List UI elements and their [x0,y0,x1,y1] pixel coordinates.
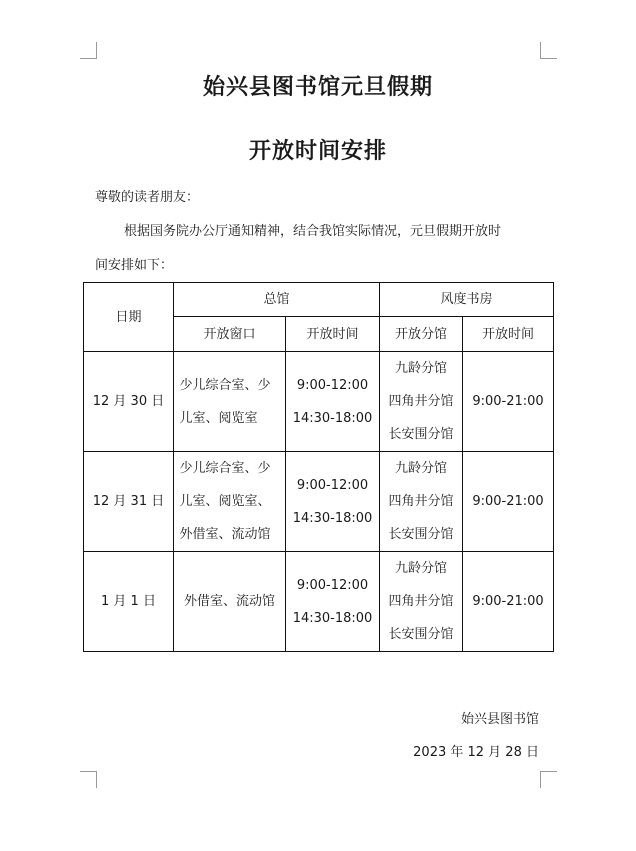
signature-organization: 始兴县图书馆 [460,712,539,727]
document-title-line2: 开放时间安排 [248,139,387,164]
row-branches-cell [380,552,463,652]
row-branch: 四角井分馆 [388,494,454,509]
table-header-row [84,283,554,317]
row-time-morning: 9:00-12:00 [296,377,369,393]
row-window: 少儿综合室、少儿室、阅览室 [179,377,271,426]
greeting: 尊敬的读者朋友： [95,190,200,205]
paragraph-line1: 根据国务院办公厅通知精神，结合我馆实际情况，元旦假期开放时 [124,224,502,239]
row-window: 少儿综合室、少儿室、阅览室、外借室、流动馆 [179,461,271,542]
row-time-morning: 9:00-12:00 [296,477,369,493]
corner-mark-bottom-left [80,771,97,788]
row-branch: 四角井分馆 [388,394,454,409]
row-branch: 长安围分馆 [388,527,454,542]
date-header: 日期 [84,283,174,352]
main-library-header: 总馆 [174,283,380,317]
open-time-header: 开放时间 [286,317,380,352]
row-time-afternoon: 14:30-18:00 [292,510,373,526]
row-window-cell [174,352,286,452]
signature-date: 2023 年 12 月 28 日 [413,745,539,760]
row-time-cell [286,352,380,452]
document-title-line1: 始兴县图书馆元旦假期 [202,75,433,100]
row-window: 外借室、流动馆 [174,552,286,652]
corner-mark-bottom-right [540,771,557,788]
row-time-afternoon: 14:30-18:00 [292,410,373,426]
row-date: 12 月 31 日 [84,452,174,552]
paragraph-line2: 间安排如下： [95,258,174,273]
row-time-cell [286,452,380,552]
row-branches-cell [380,352,463,452]
table-row [84,552,554,652]
row-branch: 九龄分馆 [395,361,448,376]
branch-open-time-header: 开放时间 [463,317,554,352]
branch-library-header: 风度书房 [380,283,554,317]
table-row [84,352,554,452]
row-date: 12 月 30 日 [84,352,174,452]
row-branches-cell [380,452,463,552]
row-time-morning: 9:00-12:00 [296,577,369,593]
row-branch: 九龄分馆 [395,561,448,576]
row-branch-time: 9:00-21:00 [463,352,554,452]
table-row [84,452,554,552]
row-branch: 四角井分馆 [388,594,454,609]
open-window-header: 开放窗口 [174,317,286,352]
schedule-table [83,282,554,652]
corner-mark-top-left [80,42,97,59]
row-branch-time: 9:00-21:00 [463,452,554,552]
row-time-cell [286,552,380,652]
row-branch: 长安围分馆 [388,627,454,642]
row-branch-time: 9:00-21:00 [463,552,554,652]
corner-mark-top-right [540,42,557,59]
row-window-cell [174,452,286,552]
row-date: 1 月 1 日 [84,552,174,652]
row-time-afternoon: 14:30-18:00 [292,610,373,626]
open-branch-header: 开放分馆 [380,317,463,352]
row-branch: 九龄分馆 [395,461,448,476]
row-branch: 长安围分馆 [388,427,454,442]
